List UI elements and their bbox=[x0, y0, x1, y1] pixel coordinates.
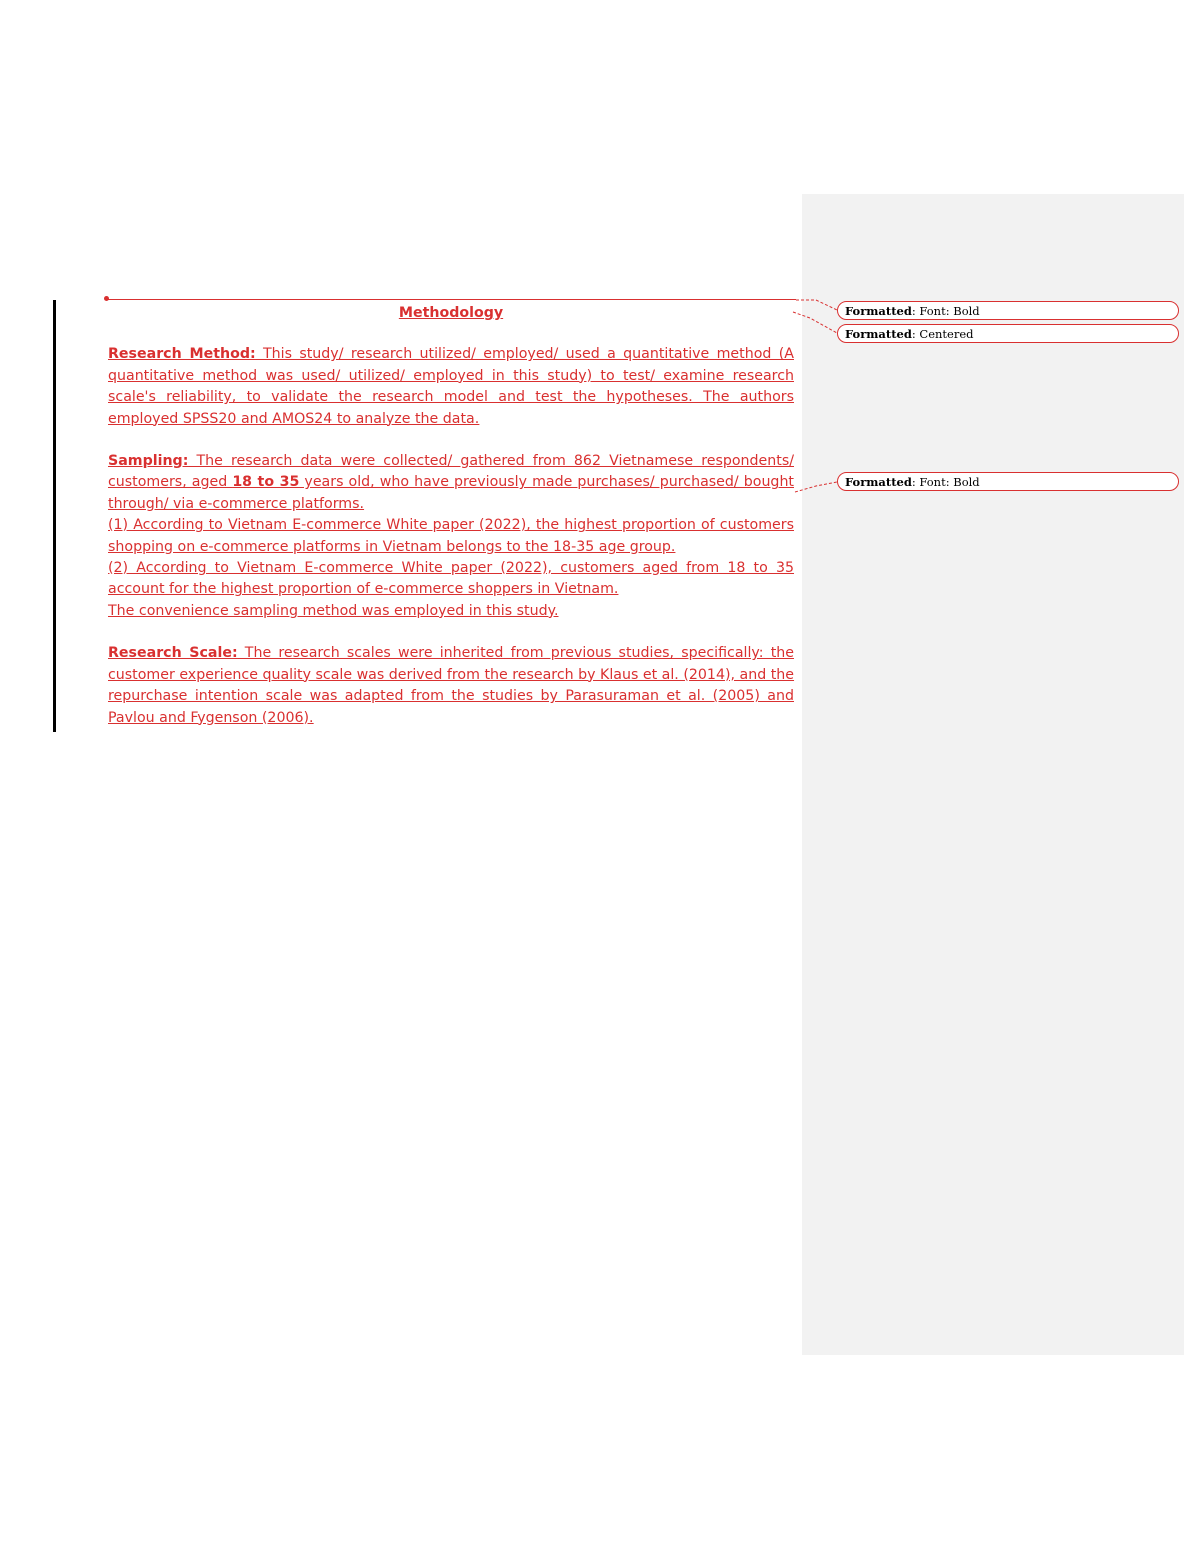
sampling-text-before: The research data were collected/ gathered from 862 Vietnamese respondents/ customers, aged bbox=[108, 453, 794, 491]
research-method-text: This study/ research utilized/ employed/ used a quantitative method (A quantitative method was used/ utilized/ employed in this study) to test/ examine research scale's reliability, to validate the research model and test the hypotheses. The authors employed SPSS20 and AMOS24 to analyze the data. bbox=[108, 346, 794, 427]
research-scale-label: Research Scale: bbox=[108, 645, 238, 662]
comment-balloon-centered[interactable]: Formatted: Centered bbox=[837, 324, 1179, 343]
sampling-label: Sampling: bbox=[108, 453, 189, 470]
research-method-label: Research Method: bbox=[108, 346, 256, 363]
comment-balloon-font-bold[interactable]: Formatted: Font: Bold bbox=[837, 301, 1179, 320]
comment-balloon-font-bold-2[interactable]: Formatted: Font: Bold bbox=[837, 472, 1179, 491]
sampling-note-2: (2) According to Vietnam E-commerce White paper (2022), customers aged from 18 to 35 account for the highest proportion of e-commerce shoppers in Vietnam. bbox=[108, 560, 794, 598]
research-scale-text: The research scales were inherited from previous studies, specifically: the customer experience quality scale was derived from the research by Klaus et al. (2014), and the repurchase intention scale was adapted from the studies by Parasuraman et al. (2005) and Pavlou and Fygenson (2006). bbox=[108, 645, 795, 726]
sampling-age-range: 18 to 35 bbox=[232, 474, 300, 491]
sampling-method: The convenience sampling method was employed in this study. bbox=[108, 602, 559, 619]
sampling-note-1: (1) According to Vietnam E-commerce White paper (2022), the highest proportion of customers shopping on e-commerce platforms in Vietnam belongs to the 18-35 age group. bbox=[108, 517, 794, 555]
sampling-text-after: years old, who have previously made purchases/ purchased/ bought through/ via e-commerce platforms. bbox=[108, 474, 794, 512]
document-title: Methodology bbox=[398, 305, 504, 321]
